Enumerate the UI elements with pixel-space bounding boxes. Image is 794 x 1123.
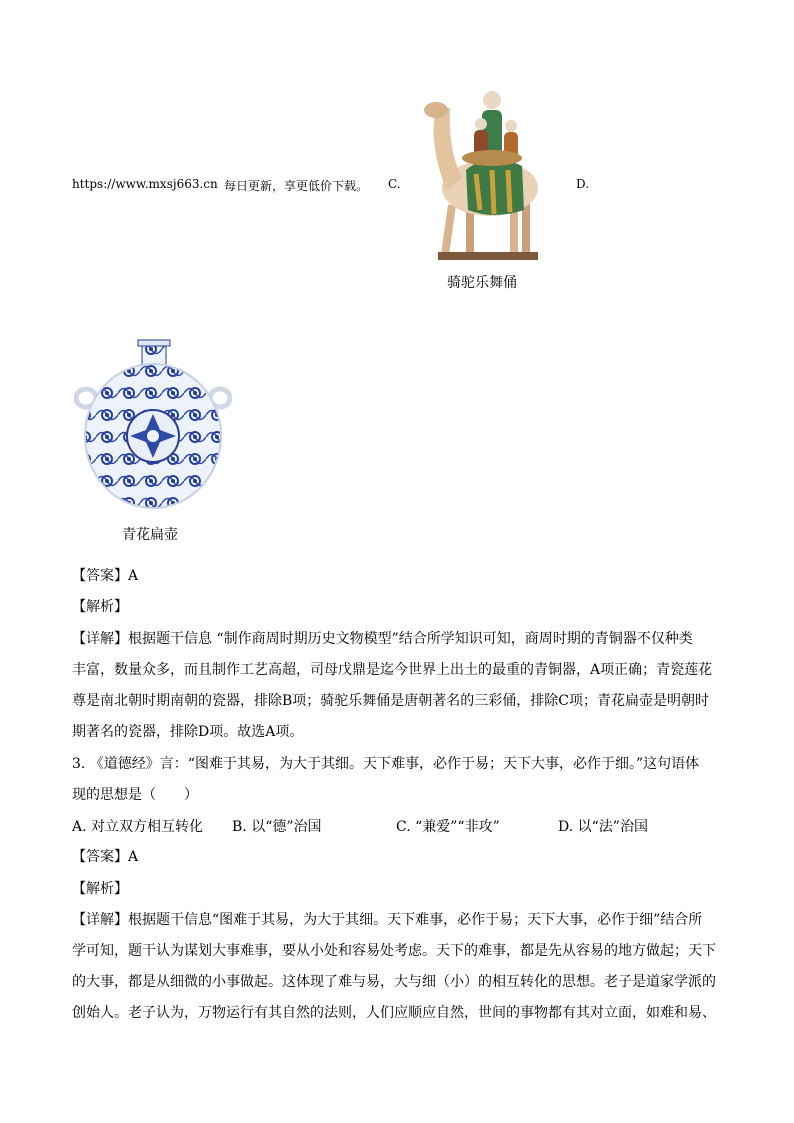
q2-analysis-tag: 【解析】 (72, 599, 128, 615)
option-d-label: D. (576, 177, 590, 191)
q3-option-c: C. “兼爱”“非攻” (396, 819, 500, 835)
q3-analysis-tag: 【解析】 (72, 881, 128, 897)
flask-caption: 青花扁壶 (122, 527, 178, 543)
q2-detail-line-1 (72, 629, 693, 649)
answer-value: A (128, 568, 139, 584)
answer-tag: 【答案】 (72, 568, 128, 584)
camel-figurine-caption: 骑驼乐舞俑 (447, 275, 517, 291)
q3-detail-line-2: 学可知，题干认为谋划大事难事，要从小处和容易处考虑。天下的难事，都是先从容易的地方做起；天下 (72, 943, 716, 959)
detail-text: 根据题干信息“图难于其易，为大于其细。天下难事，必作于易；天下大事，必作于细”结合所 (128, 912, 703, 928)
q2-detail-line-4: 期著名的瓷器，排除D项。故选A项。 (72, 724, 304, 740)
flask-image (74, 338, 232, 518)
q3-question-line-2: 现的思想是（ ） (72, 787, 198, 803)
q3-option-b: B. 以“德”治国 (232, 819, 322, 835)
q3-question-line-1: 3. 《道德经》言：“图难于其易，为大于其细。天下难事，必作于易；天下大事，必作于细。”这句语体 (72, 756, 700, 772)
q2-answer (72, 566, 138, 586)
option-c-label: C. (388, 177, 401, 191)
answer-tag: 【答案】 (72, 849, 128, 865)
q3-detail-line-4: 创始人。老子认为，万物运行有其自然的法则，人们应顺应自然，世间的事物都有其对立面，如难和易、 (72, 1005, 716, 1021)
detail-text: 根据题干信息 “制作商周时期历史文物模型”结合所学知识可知，商周时期的青铜器不仅种类 (128, 631, 693, 647)
q3-option-a: A. 对立双方相互转化 (72, 819, 204, 835)
q3-option-d: D. 以“法”治国 (558, 819, 648, 835)
q3-answer (72, 847, 138, 867)
q2-detail-line-2: 丰富，数量众多，而且制作工艺高超，司母戊鼎是迄今世界上出土的最重的青铜器，A项正确；青瓷莲花 (72, 662, 713, 678)
detail-tag: 【详解】 (72, 631, 128, 647)
q3-detail-line-1 (72, 910, 702, 930)
detail-tag: 【详解】 (72, 912, 128, 928)
header-tagline: 每日更新，享更低价下载。 (224, 179, 369, 193)
q2-detail-line-3: 尊是南北朝时期南朝的瓷器，排除B项；骑驼乐舞俑是唐朝著名的三彩俑，排除C项；青花扁壶是明朝时 (72, 693, 709, 709)
q3-detail-line-3: 的大事，都是从细微的小事做起。这体现了难与易，大与细（小）的相互转化的思想。老子是道家学派的 (72, 974, 716, 990)
camel-figurine-image (418, 70, 546, 270)
source-url[interactable]: https://www.mxsj663.cn (72, 177, 218, 191)
answer-value: A (128, 849, 139, 865)
